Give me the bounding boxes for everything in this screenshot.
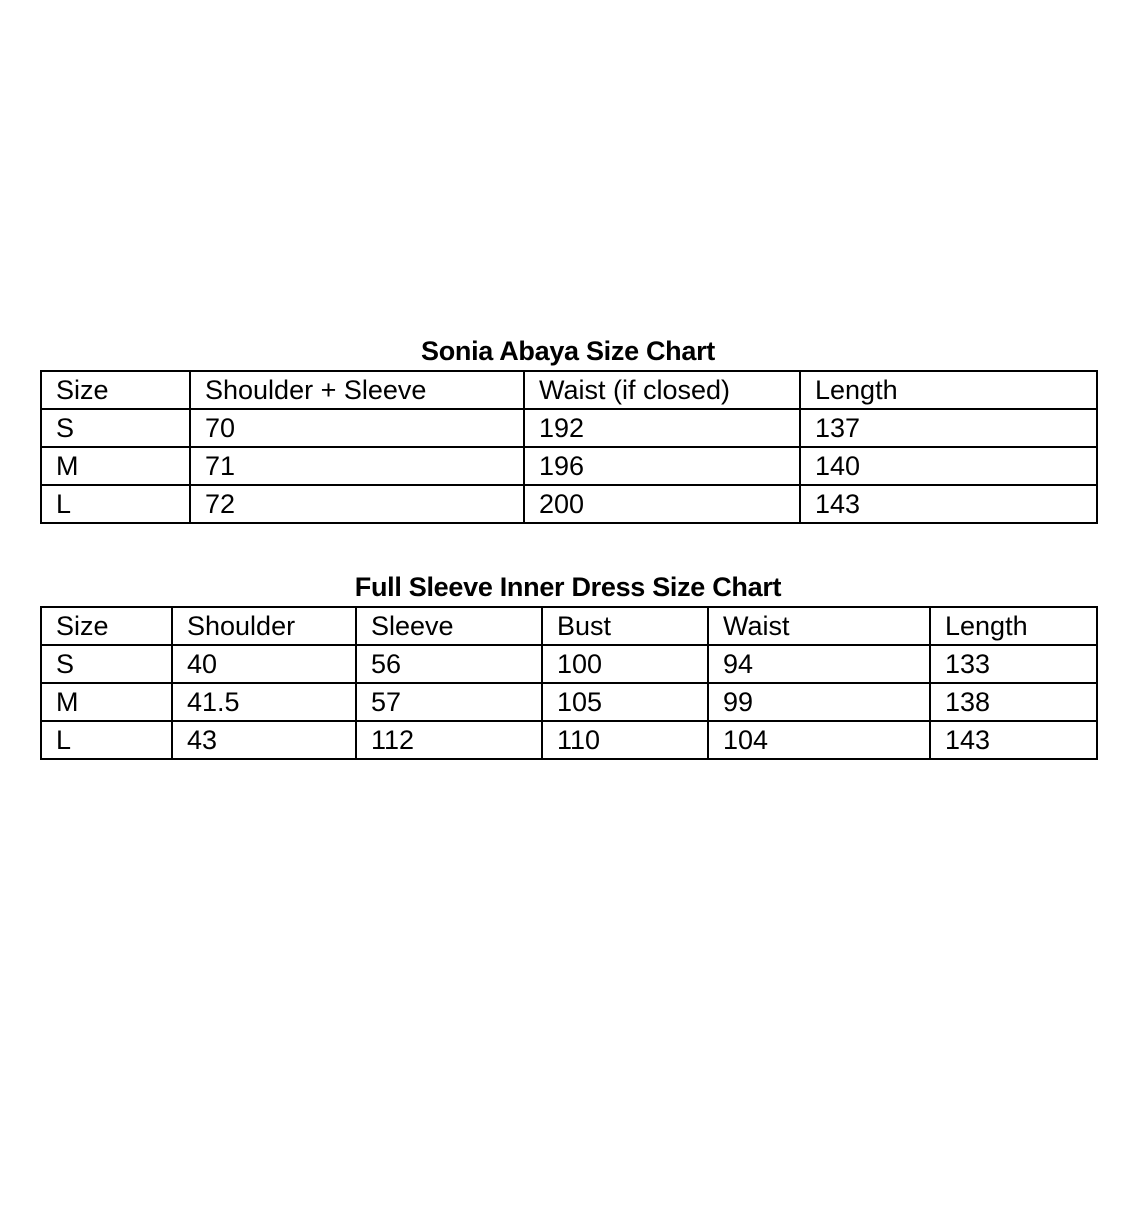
header-cell: Shoulder + Sleeve	[190, 371, 524, 409]
inner-dress-chart-title: Full Sleeve Inner Dress Size Chart	[354, 572, 782, 602]
table-cell: 137	[800, 409, 1097, 447]
header-cell: Sleeve	[356, 607, 542, 645]
table-cell: 192	[524, 409, 800, 447]
table-cell: 100	[542, 645, 708, 683]
table-cell: S	[41, 645, 172, 683]
table-cell: 133	[930, 645, 1097, 683]
header-cell: Length	[930, 607, 1097, 645]
header-cell: Waist	[708, 607, 930, 645]
table-row	[41, 683, 1097, 721]
table-cell: 138	[930, 683, 1097, 721]
table-cell: 140	[800, 447, 1097, 485]
table-cell: 104	[708, 721, 930, 759]
header-cell: Size	[41, 371, 190, 409]
inner-dress-size-table	[40, 606, 1098, 760]
table-cell: 143	[930, 721, 1097, 759]
table-cell: L	[41, 721, 172, 759]
table-cell: 41.5	[172, 683, 356, 721]
table-cell: L	[41, 485, 190, 523]
table-cell: 57	[356, 683, 542, 721]
table-cell: 143	[800, 485, 1097, 523]
table-cell: 72	[190, 485, 524, 523]
table-header-row	[41, 607, 1097, 645]
table-cell: 105	[542, 683, 708, 721]
table-cell: 71	[190, 447, 524, 485]
table-cell: 99	[708, 683, 930, 721]
abaya-size-table	[40, 370, 1098, 524]
table-cell: M	[41, 683, 172, 721]
header-cell: Length	[800, 371, 1097, 409]
table-cell: 110	[542, 721, 708, 759]
table-cell: 94	[708, 645, 930, 683]
table-header-row	[41, 371, 1097, 409]
table-cell: M	[41, 447, 190, 485]
header-cell: Bust	[542, 607, 708, 645]
table-cell: 200	[524, 485, 800, 523]
table-cell: 56	[356, 645, 542, 683]
table-row	[41, 485, 1097, 523]
header-cell: Size	[41, 607, 172, 645]
table-row	[41, 645, 1097, 683]
table-cell: 43	[172, 721, 356, 759]
table-cell: 196	[524, 447, 800, 485]
header-cell: Shoulder	[172, 607, 356, 645]
table-cell: 112	[356, 721, 542, 759]
table-cell: 70	[190, 409, 524, 447]
table-cell: S	[41, 409, 190, 447]
header-cell: Waist (if closed)	[524, 371, 800, 409]
table-row	[41, 721, 1097, 759]
table-cell: 40	[172, 645, 356, 683]
table-row	[41, 447, 1097, 485]
table-row	[41, 409, 1097, 447]
abaya-chart-title: Sonia Abaya Size Chart	[421, 336, 715, 366]
